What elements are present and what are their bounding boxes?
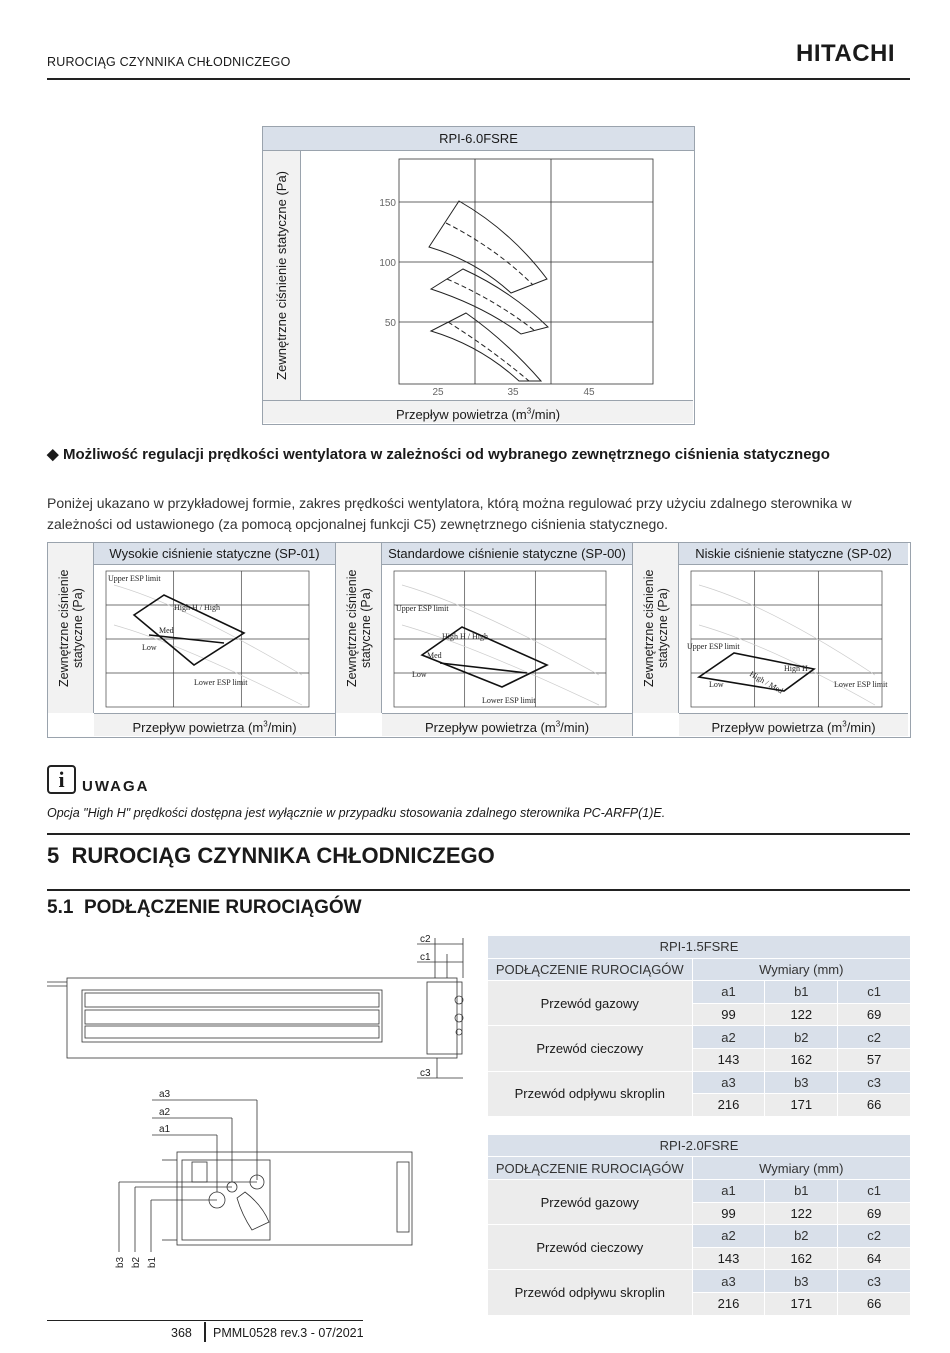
- table-value: 69: [838, 1202, 911, 1225]
- table-value: 122: [765, 1003, 838, 1026]
- unit-body-side: [177, 1152, 412, 1245]
- svg-text:Med: Med: [427, 651, 442, 660]
- table-row-name: Przewód gazowy: [488, 981, 693, 1026]
- piping-tables: [487, 935, 911, 1316]
- table-key: a1: [692, 1179, 765, 1202]
- ytick-50: 50: [384, 318, 396, 329]
- piping-table-1: [487, 1134, 911, 1316]
- fan-speed-heading: ◆ Możliwość regulacji prędkości wentylatora w zależności od wybranego zewnętrznego ciśnienia statycznego: [47, 446, 830, 463]
- svg-text:Low: Low: [142, 643, 157, 652]
- fan-speed-paragraph: Poniżej ukazano w przykładowej formie, zakres prędkości wentylatora, którą można regulować przy użyciu zdalnego sterownika w zależności od ustawionego (za pomocą opcjonalnej funkcji C5) zewnętrznego ciśnienia statycznego.: [47, 495, 852, 532]
- svg-text:Lower ESP limit: Lower ESP limit: [482, 696, 536, 705]
- label-b2: b2: [131, 1256, 142, 1268]
- svg-text:Med: Med: [159, 626, 174, 635]
- table-col1-header: PODŁĄCZENIE RUROCIĄGÓW: [488, 1157, 693, 1180]
- table-key: b3: [765, 1270, 838, 1293]
- table-value: 66: [838, 1094, 911, 1117]
- table-key: b1: [765, 1179, 838, 1202]
- ytick-150: 150: [379, 198, 396, 209]
- table-key: c2: [838, 1225, 911, 1248]
- table-value: 57: [838, 1048, 911, 1071]
- table-value: 99: [692, 1202, 765, 1225]
- table-value: 162: [765, 1048, 838, 1071]
- table-key: c3: [838, 1270, 911, 1293]
- note-title: UWAGA: [82, 778, 150, 795]
- esp-panel-2: [633, 543, 909, 736]
- fan-chart-ylabel-cell: [263, 151, 301, 400]
- xtick-45: 45: [583, 387, 595, 398]
- fan-curve-med-dashed: [447, 279, 535, 331]
- table-value: 69: [838, 1003, 911, 1026]
- fan-curves: [429, 201, 548, 381]
- svg-text:Upper ESP limit: Upper ESP limit: [108, 574, 161, 583]
- xtick-25: 25: [432, 387, 444, 398]
- table-value: 216: [692, 1094, 765, 1117]
- label-c2: c2: [420, 934, 431, 945]
- table-value: 66: [838, 1292, 911, 1315]
- svg-text:High H: High H: [784, 664, 808, 673]
- fan-chart-grid: [399, 159, 653, 384]
- esp-panel-title: Wysokie ciśnienie statyczne (SP-01): [94, 543, 335, 565]
- table-row-name: Przewód gazowy: [488, 1179, 693, 1224]
- xtick-35: 35: [507, 387, 519, 398]
- esp-panel-title: Standardowe ciśnienie statyczne (SP-00): [382, 543, 632, 565]
- section5-divider: [47, 833, 910, 835]
- fan-chart-xlabel: Przepływ powietrza $(m^3/\min)$: [395, 407, 561, 423]
- piping-drawing: [47, 930, 472, 1275]
- hitachi-logo: HITACHI: [796, 40, 896, 67]
- table-key: b3: [765, 1071, 838, 1094]
- esp-ylabel-cell: [633, 543, 679, 713]
- table-model: RPI-2.0FSRE: [488, 1134, 911, 1157]
- fan-chart-svg: [301, 151, 693, 400]
- table-value: 64: [838, 1247, 911, 1270]
- section5-heading: 5 RUROCIĄG CZYNNIKA CHŁODNICZEGO: [47, 843, 495, 868]
- label-a2: a2: [159, 1107, 171, 1118]
- label-c1: c1: [420, 952, 431, 963]
- fan-chart-ticks: [379, 198, 595, 398]
- esp-panel-1: [336, 543, 633, 736]
- piping-table-0: [487, 935, 911, 1117]
- esp-panel-title: Niskie ciśnienie statyczne (SP-02): [679, 543, 908, 565]
- table-row-name: Przewód cieczowy: [488, 1026, 693, 1071]
- table-key: b2: [765, 1026, 838, 1049]
- esp-ylabel-cell: [48, 543, 94, 713]
- section51-divider: [47, 889, 910, 891]
- table-value: 171: [765, 1094, 838, 1117]
- footer-separator: [204, 1322, 206, 1342]
- table-value: 171: [765, 1292, 838, 1315]
- esp-xlabel-cell: [94, 713, 335, 736]
- esp-xlabel: Przepływ powietrza $(m^3/\min)$: [132, 720, 297, 736]
- table-key: b1: [765, 981, 838, 1004]
- table-value: 216: [692, 1292, 765, 1315]
- esp-xlabel-cell: [679, 713, 908, 736]
- svg-text:Low: Low: [412, 670, 427, 679]
- table-value: 162: [765, 1247, 838, 1270]
- table-value: 143: [692, 1247, 765, 1270]
- ytick-100: 100: [379, 258, 396, 269]
- svg-text:Upper ESP limit: Upper ESP limit: [396, 604, 449, 613]
- svg-text:Lower ESP limit: Lower ESP limit: [194, 678, 248, 687]
- esp-ylabel: Zewnętrzne ciśnienie statyczne (Pa): [56, 569, 85, 687]
- fan-chart-title: RPI-6.0FSRE: [263, 127, 694, 151]
- table-key: c2: [838, 1026, 911, 1049]
- esp-chart-1: [382, 565, 632, 713]
- esp-ylabel: Zewnętrzne ciśnienie statyczne (Pa): [641, 569, 670, 687]
- document-code: PMML0528 rev.3 - 07/2021: [213, 1326, 364, 1340]
- esp-xlabel: Przepływ powietrza $(m^3/\min)$: [711, 720, 876, 736]
- table-value: 143: [692, 1048, 765, 1071]
- svg-text:High H / High: High H / High: [442, 632, 488, 641]
- info-icon: i: [47, 765, 76, 794]
- fan-chart-xlabel-cell: [263, 400, 693, 423]
- table-key: a2: [692, 1225, 765, 1248]
- table-dims-header: Wymiary (mm): [692, 1157, 910, 1180]
- label-a3: a3: [159, 1089, 171, 1100]
- table-key: a2: [692, 1026, 765, 1049]
- table-row-name: Przewód odpływu skroplin: [488, 1270, 693, 1315]
- svg-text:Lower ESP limit: Lower ESP limit: [834, 680, 888, 689]
- table-key: c1: [838, 1179, 911, 1202]
- table-row-name: Przewód odpływu skroplin: [488, 1071, 693, 1116]
- label-b1: b1: [147, 1256, 158, 1268]
- table-key: a3: [692, 1270, 765, 1293]
- svg-text:High / Med: High / Med: [748, 669, 785, 696]
- label-c3: c3: [420, 1068, 431, 1079]
- fan-chart-plot-cell: [301, 151, 693, 400]
- header-title: RUROCIĄG CZYNNIKA CHŁODNICZEGO: [47, 55, 291, 69]
- table-key: c3: [838, 1071, 911, 1094]
- esp-panels: [47, 542, 911, 738]
- fan-chart-box: [262, 126, 695, 425]
- footer-divider: [47, 1320, 363, 1321]
- diamond-bullet-icon: ◆: [47, 446, 59, 463]
- table-key: b2: [765, 1225, 838, 1248]
- table-key: c1: [838, 981, 911, 1004]
- label-a1: a1: [159, 1124, 171, 1135]
- table-col1-header: PODŁĄCZENIE RUROCIĄGÓW: [488, 958, 693, 981]
- table-value: 122: [765, 1202, 838, 1225]
- table-model: RPI-1.5FSRE: [488, 936, 911, 959]
- svg-text:Upper ESP limit: Upper ESP limit: [687, 642, 740, 651]
- table-row-name: Przewód cieczowy: [488, 1225, 693, 1270]
- esp-ylabel: Zewnętrzne ciśnienie statyczne (Pa): [344, 569, 373, 687]
- label-b3: b3: [115, 1256, 126, 1268]
- note-text: Opcja "High H" prędkości dostępna jest wyłącznie w przypadku stosowania zdalnego sterownika PC-ARFP(1)E.: [47, 806, 666, 820]
- fan-chart-ylabel: Zewnętrzne ciśnienie statyczne (Pa): [274, 171, 289, 380]
- esp-xlabel-cell: [382, 713, 632, 736]
- header-divider: [47, 78, 910, 80]
- esp-chart-2: [679, 565, 908, 713]
- table-key: a1: [692, 981, 765, 1004]
- esp-panel-0: [48, 543, 336, 736]
- section51-heading: 5.1 PODŁĄCZENIE RUROCIĄGÓW: [47, 897, 362, 918]
- svg-text:Low: Low: [709, 680, 724, 689]
- esp-xlabel: Przepływ powietrza $(m^3/\min)$: [424, 720, 590, 736]
- table-key: a3: [692, 1071, 765, 1094]
- svg-text:High H / High: High H / High: [174, 603, 220, 612]
- fan-curve-med: [431, 269, 548, 334]
- table-value: 99: [692, 1003, 765, 1026]
- esp-ylabel-cell: [336, 543, 382, 713]
- esp-chart-0: [94, 565, 335, 713]
- table-dims-header: Wymiary (mm): [692, 958, 910, 981]
- page-number: 368: [171, 1326, 192, 1340]
